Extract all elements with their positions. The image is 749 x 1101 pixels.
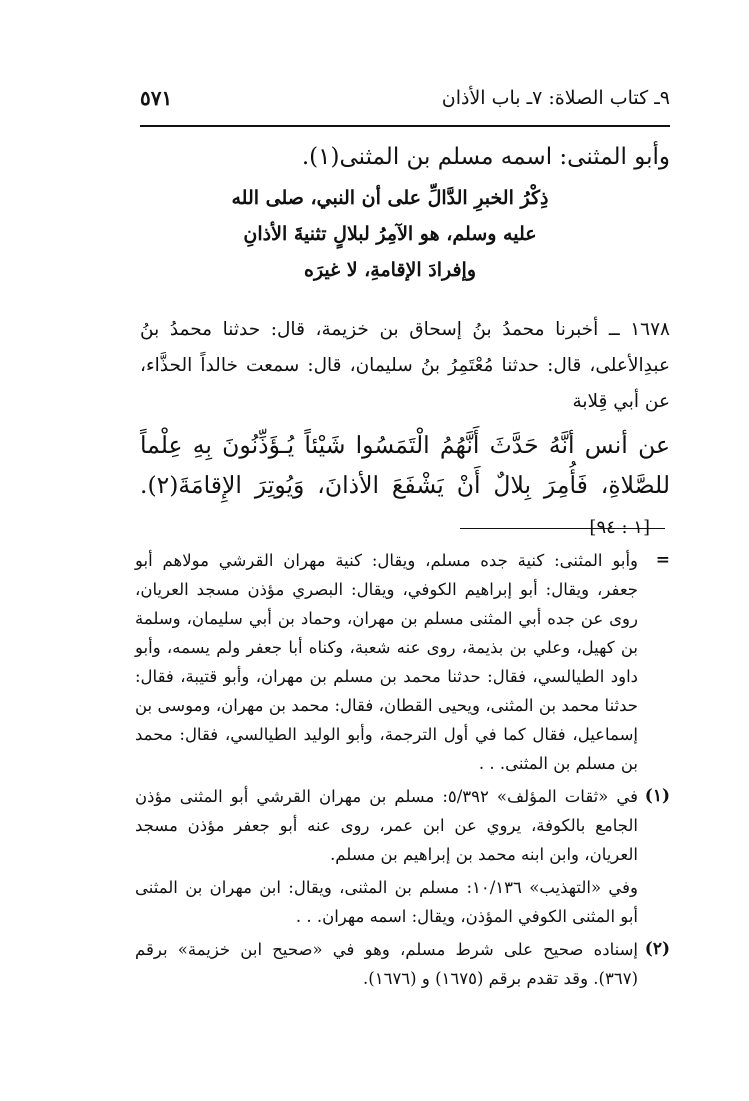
footnote-rule (460, 528, 665, 529)
footnote-2 (135, 935, 670, 993)
matn-text: عن أنس أنَّهُ حَدَّثَ أَنَّهُمُ الْتَمَسُوا شَيْئاً يُـؤَذِّنُونَ بِهِ عِلْماً للصَّلاةِ، فَأُمِرَ بِلالٌ أَنْ يَشْفَعَ الأذانَ، وَيُوتِرَ الإِقامَةَ(٢). (140, 431, 670, 499)
footnote-mark: (٢) (644, 939, 670, 959)
chapter-title: ذِكْرُ الخبرِ الدَّالِّ على أن النبي، صلى الله عليه وسلم، هو الآمِرُ لبلالٍ تثنيةَ الأذانِ وإفرادَ الإقامةِ، لا غيرَه (231, 187, 549, 281)
footnotes (135, 546, 670, 997)
hadith-reference: [١ : ٩٤] (589, 517, 650, 538)
footnote-1-continuation: وفي «التهذيب» ١٠/١٣٦: مسلم بن المثنى، ويقال: ابن مهران بن المثنى أبو المثنى الكوفي المؤذن، ويقال: اسمه مهران. . . (135, 878, 638, 926)
footnote-mark: = (655, 550, 670, 570)
hadith-matn (140, 425, 670, 548)
running-head: ٩ـ كتاب الصلاة: ٧ـ باب الأذان (441, 87, 670, 109)
footnote-mark: (١) (644, 786, 670, 806)
footnote-text: وأبو المثنى: كنية جده مسلم، ويقال: كنية مهران القرشي مولاهم أبو جعفر، ويقال: أبو إبراهيم الكوفي، ويقال: البصري مؤذن مسجد العريان، روى عن جده أبي المثنى مسلم بن مهران، وحماد بن أبي سليمان، وسلمة بن كهيل، وعلي بن بذيمة، روى عنه شعبة، وكناه أبا جعفر ولم يسمه، وأبو داود الطيالسي، فقال: حدثنا محمد بن مسلم بن مهران، وأبو قتيبة، فقال: حدثنا محمد بن المثنى، ويحيى القطان، فقال: محمد بن مهران، وموسى بن إسماعيل، فقال كما في أول الترجمة، وأبو الوليد الطيالسي، فقال: محمد بن مسلم بن المثنى. . . (135, 551, 638, 773)
intro-line: وأبو المثنى: اسمه مسلم بن المثنى(١). (301, 144, 670, 170)
header-rule (140, 125, 670, 127)
page-header (140, 83, 670, 113)
footnote-1 (135, 782, 670, 869)
footnote-continued (135, 546, 670, 778)
page-number: ٥٧١ (140, 86, 173, 110)
footnote-text: في «ثقات المؤلف» ٥/٣٩٢: مسلم بن مهران القرشي أبو المثنى مؤذن الجامع بالكوفة، يروي عن ابن عمر، روى عنه أبو جعفر مؤذن مسجد العريان، وابن ابنه محمد بن إبراهيم بن مسلم. (135, 787, 638, 864)
footnote-text: إسناده صحيح على شرط مسلم، وهو في «صحيح ابن خزيمة» برقم (٣٦٧). وقد تقدم برقم (١٦٧٥) و (١٦٧٦). (135, 940, 638, 988)
hadith-isnad: ١٦٧٨ ــ أخبرنا محمدُ بنُ إسحاق بن خزيمة، قال: حدثنا محمدُ بنُ عبدِالأعلى، قال: حدثنا مُعْتَمِرُ بنُ سليمان، قال: سمعت خالداً الحذَّاء، عن أبي قِلابة (140, 319, 670, 412)
